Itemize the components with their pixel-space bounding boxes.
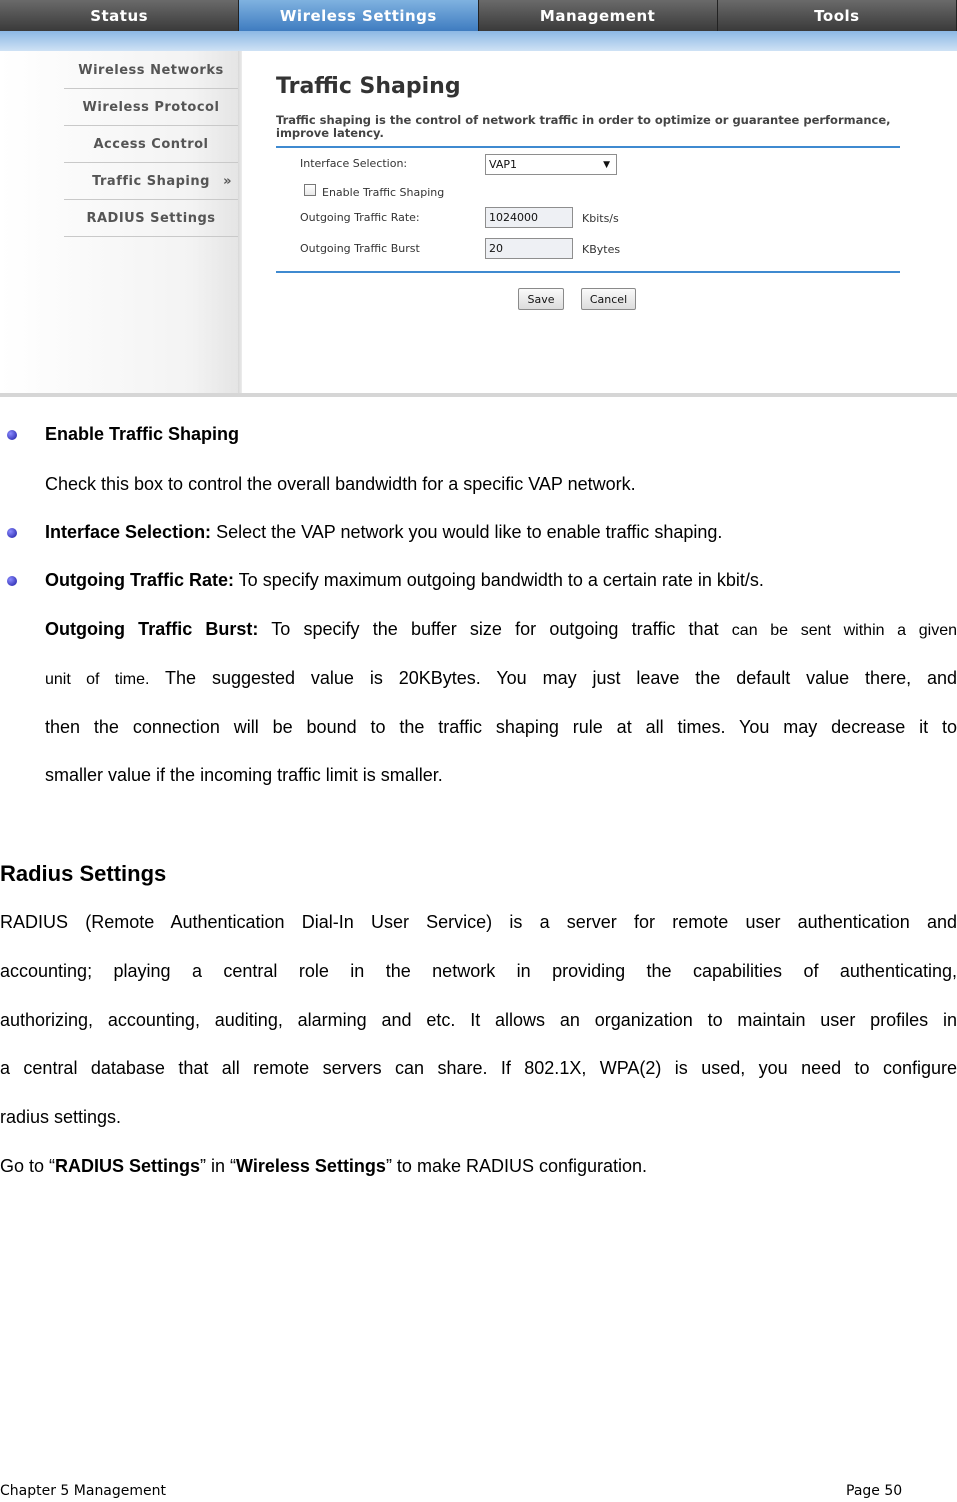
burst-line-1	[45, 619, 957, 640]
paragraph: Check this box to control the overall bandwidth for a specific VAP network.	[45, 474, 636, 494]
interface-selection-label: Interface Selection:	[300, 157, 408, 170]
outgoing-burst-label: Outgoing Traffic Burst	[300, 242, 420, 255]
bullet-text: Select the VAP network you would like to enable traffic shaping.	[211, 522, 723, 542]
paragraph-line: RADIUS (Remote Authentication Dial-In User Service) is a server for remote user authentication and	[0, 912, 957, 932]
sidebar-item-traffic-shaping[interactable]	[64, 164, 238, 200]
bullet-text-small: unit of time.	[45, 671, 150, 688]
bullet-text: To specify maximum outgoing bandwidth to a certain rate in kbit/s.	[234, 570, 764, 590]
bottom-divider	[276, 271, 900, 273]
sidebar-item-wireless-protocol[interactable]: Wireless Protocol	[64, 90, 238, 126]
burst-line-2	[45, 668, 957, 689]
burst-line-4: smaller value if the incoming traffic limit is smaller.	[45, 765, 443, 785]
page-title: Traffic Shaping	[276, 74, 461, 99]
top-divider	[276, 146, 900, 148]
bullet-outgoing-traffic-rate	[45, 570, 764, 591]
goto-instruction	[0, 1156, 647, 1177]
outgoing-rate-label: Outgoing Traffic Rate:	[300, 211, 420, 224]
paragraph-line: radius settings.	[0, 1107, 122, 1127]
section-heading: Radius Settings	[0, 861, 167, 886]
bullet-icon	[7, 528, 17, 538]
bullet-title: Outgoing Traffic Burst:	[45, 619, 259, 639]
sidebar-item-label: Traffic Shaping	[92, 174, 210, 189]
text: ” to make RADIUS configuration.	[385, 1156, 648, 1176]
sidebar-divider	[238, 51, 242, 397]
enable-traffic-shaping-label: Enable Traffic Shaping	[322, 186, 445, 199]
footer-page-number: Page 50	[846, 1483, 903, 1499]
cancel-button[interactable]: Cancel	[581, 288, 636, 310]
bullet-interface-selection	[45, 522, 722, 543]
screenshot-bottom-border	[0, 393, 957, 397]
top-navigation	[0, 0, 957, 31]
outgoing-burst-input[interactable]: 20	[485, 238, 573, 259]
paragraph-line: a central database that all remote servers can share. If 802.1X, WPA(2) is used, you need to configure	[0, 1058, 957, 1078]
tab-wireless-settings[interactable]: Wireless Settings	[239, 0, 478, 31]
page-description: Traffic shaping is the control of network traffic in order to optimize or guarantee performance, improve latency.	[276, 113, 891, 140]
outgoing-burst-unit: KBytes	[582, 243, 621, 256]
tab-status[interactable]: Status	[0, 0, 239, 31]
wireless-settings-ref: Wireless Settings	[236, 1156, 386, 1176]
bullet-icon	[7, 430, 17, 440]
enable-traffic-shaping-checkbox[interactable]	[304, 184, 316, 196]
radius-settings-ref: RADIUS Settings	[55, 1156, 201, 1176]
bullet-title: Enable Traffic Shaping	[45, 424, 240, 444]
sidebar-item-wireless-networks[interactable]: Wireless Networks	[64, 53, 238, 89]
bullet-title: Outgoing Traffic Rate:	[45, 570, 234, 590]
tab-tools[interactable]: Tools	[718, 0, 957, 31]
text: Go to “	[0, 1156, 56, 1176]
paragraph-line: accounting; playing a central role in the network in providing the capabilities of authenticating,	[0, 961, 957, 981]
dropdown-arrow-icon: ▼	[603, 159, 610, 170]
sidebar-item-access-control[interactable]: Access Control	[64, 127, 238, 163]
bullet-text-small: can be sent within a given	[731, 622, 957, 639]
outgoing-rate-input[interactable]: 1024000	[485, 207, 573, 228]
double-chevron-right-icon: »	[223, 174, 232, 189]
bullet-title: Interface Selection:	[45, 522, 212, 542]
interface-select-value: VAP1	[489, 158, 517, 171]
outgoing-rate-unit: Kbits/s	[582, 212, 619, 225]
paragraph-line: authorizing, accounting, auditing, alarming and etc. It allows an organization to maintain user profiles in	[0, 1010, 957, 1030]
bullet-text: To specify the buffer size for outgoing traffic that	[258, 619, 732, 639]
bullet-icon	[7, 576, 17, 586]
text: ” in “	[200, 1156, 237, 1176]
sidebar-item-radius-settings[interactable]: RADIUS Settings	[64, 201, 238, 237]
burst-line-3: then the connection will be bound to the traffic shaping rule at all times. You may decrease it to	[45, 717, 957, 737]
tab-management[interactable]: Management	[479, 0, 718, 31]
bullet-enable-traffic-shaping	[45, 424, 239, 445]
save-button[interactable]: Save	[518, 288, 564, 310]
bullet-text: The suggested value is 20KBytes. You may just leave the default value there, and	[149, 668, 957, 688]
footer-chapter: Chapter 5 Management	[0, 1483, 167, 1499]
interface-select[interactable]	[485, 154, 617, 175]
traffic-shaping-screenshot	[0, 0, 957, 397]
header-band	[0, 31, 957, 51]
